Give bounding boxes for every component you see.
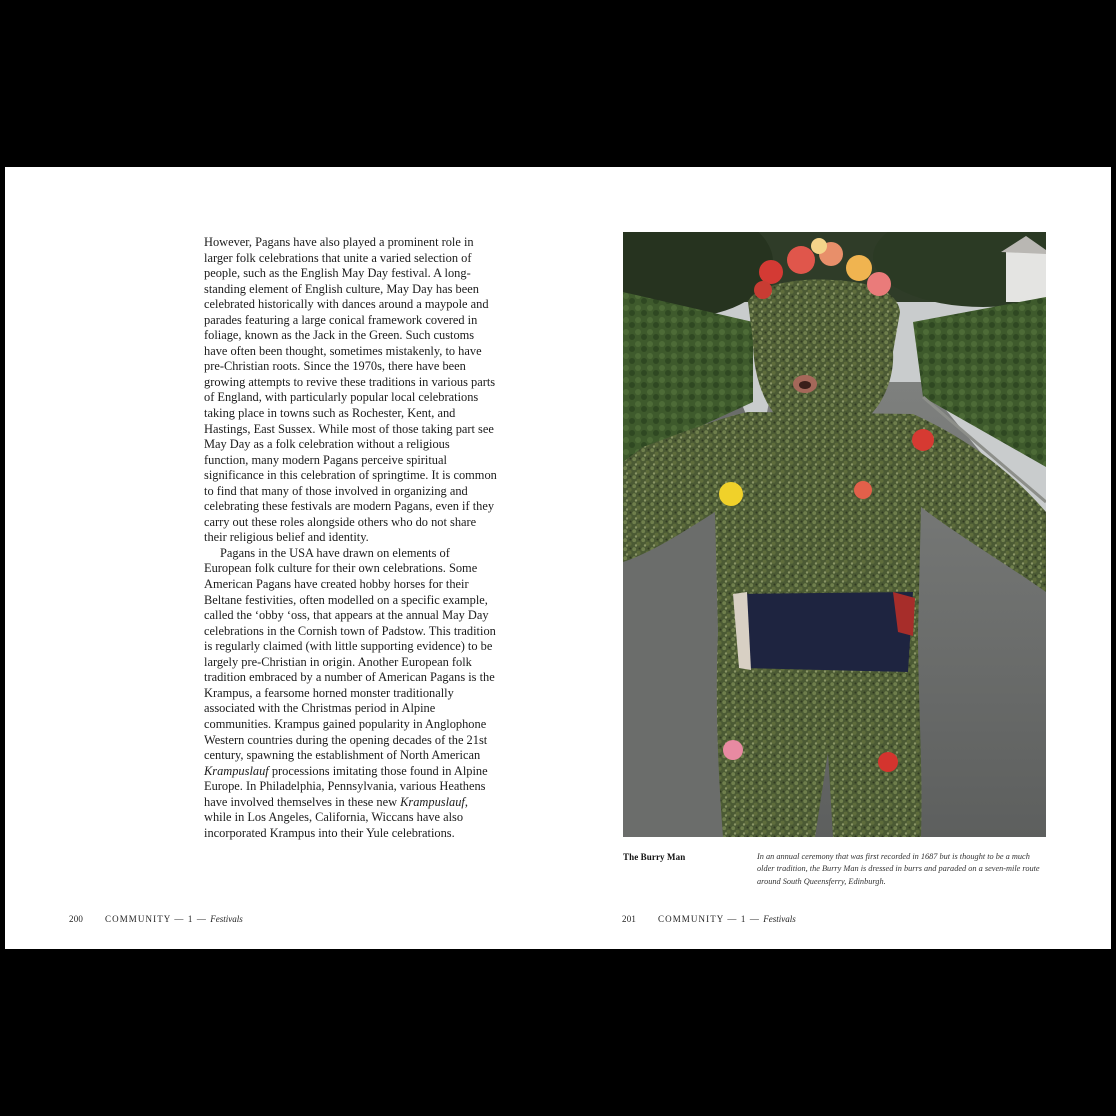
running-subsection: Festivals [210, 914, 243, 924]
text-run: , while in Los Angeles, California, Wiccans have also incorporated Krampus into their Yule celebrations. [204, 794, 468, 840]
caption-title: The Burry Man [623, 852, 686, 862]
book-spread [5, 167, 1111, 949]
page-number: 201 [622, 914, 637, 924]
body-text-column [204, 235, 497, 841]
italic-term: Krampuslauf [400, 794, 465, 809]
text-run: However, Pagans have also played a prominent role in larger folk celebrations that unite a varied selection of people, such as the English May Day festival. A long-standing element of English culture, May Day has been celebrated historically with dances around a maypole and parades featuring a large conical framework covered in foliage, known as the Jack in the Green. Such customs have often been thought, sometimes mistakenly, to have pre-Christian roots. Since the 1970s, there have been growing attempts to revive these traditions in various parts of England, with particularly popular local celebrations taking place in towns such as Rochester, Kent, and Hastings, East Sussex. While most of those taking part see May Day as a folk celebration without a religious function, many modern Pagans perceive spiritual significance in this celebration of springtime. It is common to find that many of those involved in organizing and celebrating these festivals are modern Pagans, even if they carry out these roles alongside others who do not share their religious belief and identity. [204, 235, 497, 545]
body-paragraph [204, 235, 497, 546]
italic-term: Krampuslauf [204, 763, 269, 778]
right-folio [622, 914, 796, 924]
running-section: COMMUNITY — 1 — [658, 914, 764, 924]
running-section: COMMUNITY — 1 — [105, 914, 211, 924]
text-run: processions imitating those found in Alpine Europe. In Philadelphia, Pennsylvania, various Heathens have involved themselves in these new [204, 763, 488, 809]
running-subsection: Festivals [763, 914, 796, 924]
text-run: Pagans in the USA have drawn on elements of European folk culture for their own celebrations. Some American Pagans have created hobby horses for their Beltane festivities, often modelled on a specific example, called the ‘obby ‘oss, that appears at the annual May Day celebrations in the Cornish town of Padstow. This tradition is regularly claimed (with little supporting evidence) to be largely pre-Christian in origin. Another European folk tradition embraced by a number of American Pagans is the Krampus, a fearsome horned monster traditionally associated with the Christmas period in Alpine communities. Krampus gained popularity in Anglophone Western countries during the opening decades of the 21st century, spawning the establishment of North American [204, 545, 496, 763]
page-number: 200 [69, 914, 84, 924]
caption-text: In an annual ceremony that was first recorded in 1687 but is thought to be a much older tradition, the Burry Man is dressed in burrs and paraded on a seven-mile route around South Queensferry, Edinburgh. [757, 852, 1040, 886]
body-paragraph [204, 546, 497, 841]
burry-man-photo [623, 232, 1046, 837]
left-folio [69, 914, 243, 924]
